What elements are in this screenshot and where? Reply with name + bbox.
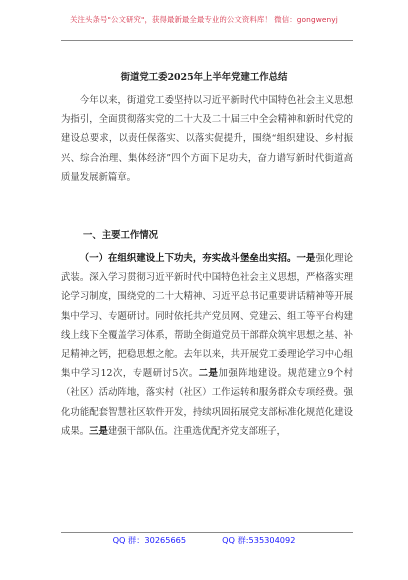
footer-qq-group-1: QQ 群：30265665 [112,535,187,545]
footer-divider [61,532,353,533]
header-banner: 关注头条号"公文研究"，获得最新最全最专业的公文资料库！ 微信：gongwenyj [70,15,338,24]
intro-paragraph: 今年以来，街道党工委坚持以习近平新时代中国特色社会主义思想为指引，全面贯彻落实党的二十大及二十届三中全会精神和新时代党的建设总要求，以责任保落实、以落实促提升，围绕“组织建设、乡村振兴、综合治理、集体经济”四个方面下足功夫，奋力谱写新时代街道高质量发展新篇章。 [61,95,353,183]
subsection-heading: （一）在组织建设上下功夫，夯实战斗堡垒出实招。 [79,253,297,264]
body-paragraph [61,249,353,441]
document-title: 街道党工委2025年上半年党建工作总结 [120,72,288,83]
section-heading: 一、主要工作情况 [83,230,159,241]
footer-qq-group-2: QQ 群:535304092 [222,535,296,545]
point-label: 二是 [198,368,219,380]
point-text: 强化理论武装。深入学习贯彻习近平新时代中国特色社会主义思想，严格落实理论学习制度，围绕党的二十大精神、习近平总书记重要讲话精神等开展集中学习、专题研讨。同时依托共产党员网、党建云、组工等平台构建线上线下全覆盖学习体系，帮助全街道党员干部群众筑牢思想之基、补足精神之钙，把稳思想之舵。去年以来，共开展党工委理论学习中心组集中学习12次，专题研讨5次。 [61,253,353,380]
footer [0,535,408,546]
point-text: 加强阵地建设。规范建立9个村（社区）活动阵地，落实村（社区）工作运转和服务群众专项经费。强化功能配套智慧社区软件开发，持续巩固拓展党支部标准化规范化建设成果。 [61,368,353,437]
point-label: 一是 [296,253,316,264]
header-divider [61,40,353,41]
point-text: 建强干部队伍。注重选优配齐党支部班子， [107,425,287,437]
point-label: 三是 [89,425,108,437]
